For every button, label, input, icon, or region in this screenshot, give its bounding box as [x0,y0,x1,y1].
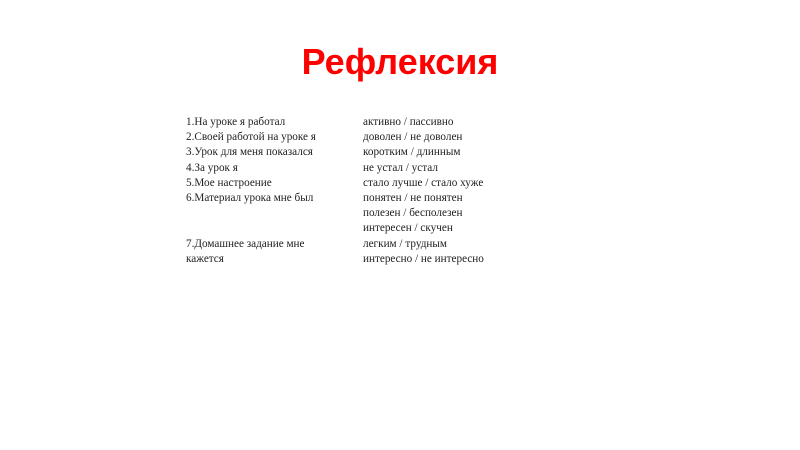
reflection-answer: легким / трудным [363,237,447,250]
reflection-question: кажется [186,252,224,265]
reflection-question: 3.Урок для меня показался [186,146,313,159]
slide-title: Рефлексия [301,41,499,82]
reflection-answer: интересно / не интересно [363,252,484,265]
reflection-row [186,161,546,176]
reflection-list [186,115,546,267]
reflection-answer: доволен / не доволен [363,131,463,144]
reflection-row [186,206,546,221]
reflection-row [186,145,546,160]
reflection-answer: активно / пассивно [363,116,454,128]
reflection-question: 5.Мое настроение [186,176,272,189]
reflection-row [186,115,546,130]
reflection-answer: стало лучше / стало хуже [363,176,484,189]
reflection-row [186,252,546,267]
reflection-question [186,206,363,221]
reflection-answer: полезен / бесполезен [363,207,463,220]
reflection-question [186,221,363,236]
reflection-question: 2.Своей работой на уроке я [186,131,316,144]
reflection-question: 6.Материал урока мне был [186,192,314,205]
reflection-row [186,237,546,252]
reflection-question: 4.За урок я [186,161,238,174]
reflection-row [186,176,546,191]
reflection-answer: интересен / скучен [363,222,453,235]
reflection-answer: коротким / длинным [363,146,461,159]
reflection-question: 7.Домашнее задание мне [186,237,305,250]
reflection-row [186,221,546,236]
reflection-answer: понятен / не понятен [363,192,463,205]
reflection-question: 1.На уроке я работал [186,116,286,128]
reflection-row [186,130,546,145]
reflection-answer: не устал / устал [363,161,438,174]
reflection-row [186,191,546,206]
